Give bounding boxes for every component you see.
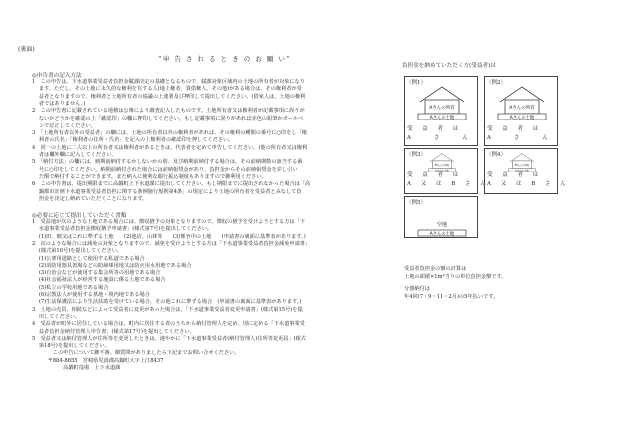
text-line: (4)社会福祉法人が経営する施設に係る土地である場合 <box>32 277 166 284</box>
house-owner-label: Bさんの所有 <box>514 163 530 167</box>
installment-heading: 分割納付は <box>404 286 430 292</box>
text-line: 鍋都市計画下水道事業受益者負担に関する条例施行規則第4条」の規定により土地の所有者を受益者とみなして負 <box>32 188 302 195</box>
text-line: 益者となりますので、権利者と土地所有者の協議の上連署及び押印して提出してください。(借家人は、土地の権利 <box>32 93 306 100</box>
house-icon <box>494 152 550 172</box>
beneficiary-name-line: A さ ん <box>487 135 552 141</box>
text-line: ます。ただし、その土地に永久的な権利を有する人(地上権者、賃借権人、その他)がある場合は、その権利者が受 <box>32 86 302 93</box>
beneficiary-line: 受 益 者 は <box>407 126 463 132</box>
beneficiary-name-line: A さ ん <box>407 135 472 141</box>
text-line: 1 受益地が次のような土地である場合には、徴収猶予の対象となりますので、徴収の猶予を受けようとする方は「下 <box>32 219 305 225</box>
text-line: (様式第10号)を提出してください。 <box>32 248 123 255</box>
text-line: ないかどうかを確認の上「確認印」の欄に押印してください。もし記載事項に誤りがあれば赤色の鉛筆かボールペ <box>32 115 304 122</box>
beneficiary-heading: 負担金を納めていただく方(受益者)は <box>402 63 496 69</box>
example-label: 〈例2〉 <box>486 80 506 86</box>
example-label: 〈例5〉 <box>406 200 426 206</box>
beneficiary-line: 受 益 者 は <box>407 172 463 178</box>
text-line: 者は欄外欄に記入してください。 <box>32 152 117 158</box>
beneficiary-name-line: A 又 は B さ ん <box>407 181 490 187</box>
example-label: 〈例3〉 <box>406 152 426 158</box>
installment-text: 年4回(7・9・11・2月)の5年払いです。 <box>404 294 499 300</box>
calc-heading: 受益者負担金の額の計算は <box>404 266 467 272</box>
house-icon <box>414 84 470 120</box>
text-line: この申告について御不審、御質問がありましたら下記までお問い合せください。 <box>32 350 240 357</box>
text-line: 4 同一の土地に二人以上の所有者又は権利者があるときは、代表者を定めて申告してください。(他の所有者又は権利 <box>32 144 308 151</box>
text-line: 第18号)を提出してください。 <box>32 343 110 350</box>
text-line: 1 この申告は、下水道事業受益者負担金賦課決定の基礎となるもので、賦課対象区域内の土地の所有者が対象になり <box>32 79 305 85</box>
text-line: (1)田、畑又はこれに準ずる土地 (2)池沼、山林等 (3)係争中の土地 (申請書の裏面に基準表があります。) <box>32 233 306 240</box>
text-line: 〒884-8655 宮崎県児湯郡高鍋町大字上江8437 <box>32 357 164 364</box>
house-owner-label: Bさんの所有 <box>434 163 450 167</box>
text-line: 4 受益者が町外に居住している場合は、町内に居住する者のうちから納付管理人を定め、別に定める「下水道事業受 <box>32 321 305 328</box>
text-line: 3 「土地所有者以外の受益者」の欄には、土地の所有者以外の権利者があれば、その権利の種類の番号に○印をし「権 <box>32 130 307 137</box>
house-icon <box>414 152 470 172</box>
land-label: Aさんの土地 <box>509 116 535 120</box>
calc-text: 土地の面積×1m²当りの単位負担金額です。 <box>404 274 507 280</box>
text-line: 水道事業受益者負担金徴収猶予申請書」(様式第7号)を提出してください。 <box>32 226 213 233</box>
page-title: “申 告 さ れ る と き の お 願 い” <box>158 55 292 63</box>
text-line: 3 土地の売買、相続などによって受益者に変更があった場合は、「下水道事業受益者変更申請書」(様式第15号)を提 <box>32 306 303 313</box>
land-label: Aさんの土地 <box>429 116 455 120</box>
house-owner-label: Aさんの所有 <box>429 106 455 111</box>
house-icon <box>494 84 550 120</box>
house-icon <box>414 204 470 240</box>
example-label: 〈例4〉 <box>486 152 506 158</box>
example-label: 〈例1〉 <box>406 80 426 86</box>
text-line: 5 受益者又は納付管理人が住所等を変更したときは、速やかに「下水道事業受益者(納付管理人)住所等変更届」(様式 <box>32 335 306 342</box>
section-heading-documents: ◎必要に応じて提出していただく書類 <box>32 213 127 219</box>
house-owner-label: Aさんの所有 <box>509 106 535 111</box>
text-line: 益者負担金納付管理人申告書」(様式第17号)を提出してください。 <box>32 328 195 335</box>
text-line: (5)私立の学校用地である場合 <box>32 284 109 291</box>
text-line: 6 この申告書は、提出期限までに高鍋町上下水道課に提出してください。もし期限までに提出されなかった場合は「高 <box>32 181 311 188</box>
fill-method-list <box>32 79 394 209</box>
text-line: 担金を決定し納めていただくことになります。 <box>32 195 148 202</box>
text-line: (1)公衆用道路として使用する私道である場合 <box>32 255 145 262</box>
vacant-label: 空地 <box>436 222 448 228</box>
beneficiary-name-line: A 又 は B さ ん <box>487 181 570 187</box>
section-heading-fill-method: ◎申告書の記入方法 <box>32 73 82 79</box>
text-line: (2)消防用器具置場などの防締庫用地又は防火用水用地である場合 <box>32 262 192 269</box>
text-line: (6)宗教法人が使用する墓地・境内地である場合 <box>32 292 150 298</box>
text-line: 号に○印をしてください。納期前納付された場合には前納報奨金があり、負担金からその前納報奨金を差し引い <box>32 166 298 173</box>
beneficiary-line: 受 益 者 は <box>487 172 543 178</box>
beneficiary-line: 受 益 者 は <box>487 126 543 132</box>
text-line: 2 この申告書に記載されている地積は公簿により調査記入したものです。土地所有者又は権利者が記載事項に誤りが <box>32 108 305 115</box>
text-line: (7)生活保護法により生活扶助を受けている場合、その他これに準ずる場合 (申請書の裏面に基準表があります。) <box>32 299 302 306</box>
text-line: 出してください。 <box>32 313 81 320</box>
text-line: ンで訂正してください。 <box>32 122 96 129</box>
text-line: 5 「納付方法」の欄には、納期前納付するかしないかの別、及び納期前納付する場合は、その前納期数の該当する番 <box>32 159 303 166</box>
documents-list <box>32 219 394 379</box>
page-tag: (裏面) <box>18 46 35 53</box>
text-line: 利者の氏名」「権利者の住所・氏名」を記入の上権利者の確認印を押してください。 <box>32 137 234 144</box>
text-line: 者ではありません。) <box>32 100 86 107</box>
text-line: た額で納付することができます。また納入に便利な銀行振込制度もありますので御利用ください。 <box>32 173 267 180</box>
text-line: 2 次のような場合には減免の対象となりますので、減免を受けようとする方は「下水道事業受益者負担金減免申請書」 <box>32 240 311 247</box>
land-label: Aさんの土地 <box>435 169 449 172</box>
text-line: 高鍋町役場 上下水道課 <box>32 365 121 371</box>
land-label: Aさんの土地 <box>515 169 529 172</box>
land-label: Aさんの土地 <box>429 232 455 237</box>
text-line: (3)自治会などが使用する集会所等の用地である場合 <box>32 270 161 277</box>
